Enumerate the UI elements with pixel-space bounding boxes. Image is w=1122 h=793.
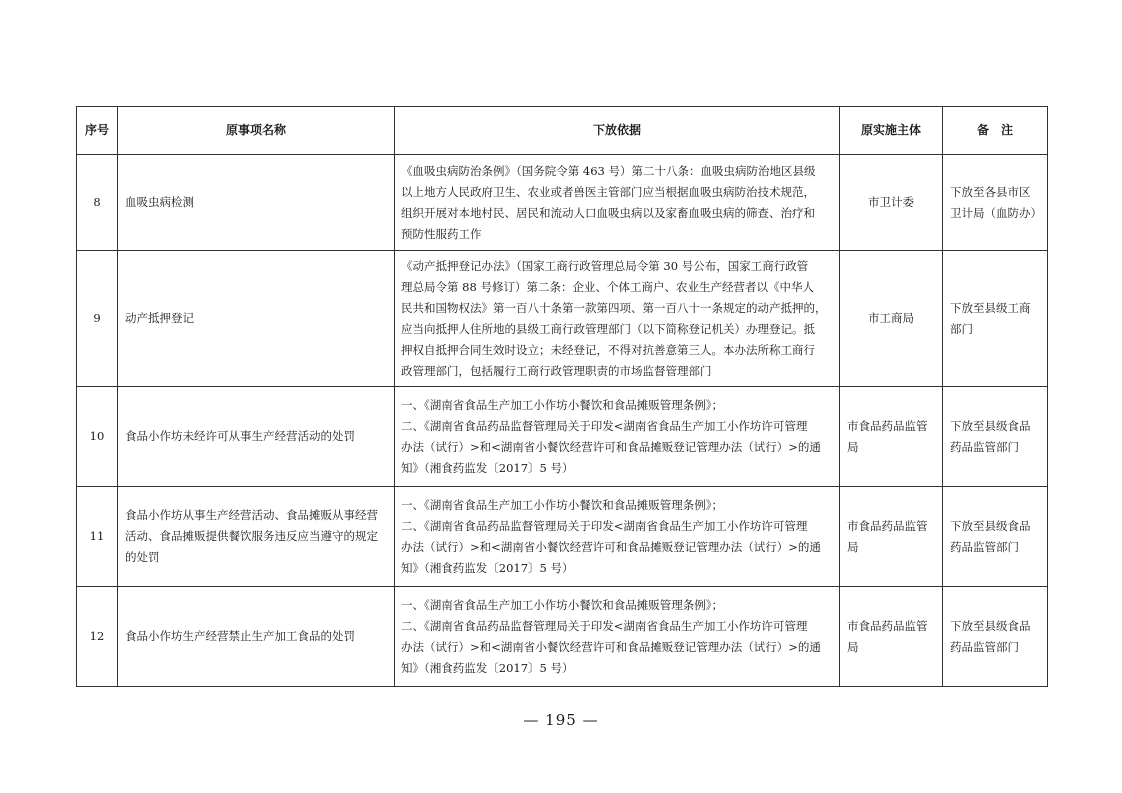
row-basis xyxy=(395,487,840,587)
row-name: 动产抵押登记 xyxy=(118,251,395,387)
basis-line: 应当向抵押人住所地的县级工商行政管理部门（以下简称登记机关）办理登记。抵 xyxy=(401,321,815,336)
row-no: 8 xyxy=(77,155,118,251)
basis-line: 理总局令第 88 号修订）第二条：企业、个体工商户、农业生产经营者以《中华人 xyxy=(401,279,814,294)
header-name: 原事项名称 xyxy=(118,107,395,155)
row-note: 下放至各县市区卫计局（血防办） xyxy=(943,155,1048,251)
row-org: 市卫计委 xyxy=(840,155,943,251)
basis-line: 民共和国物权法》第一百八十条第一款第四项、第一百八十一条规定的动产抵押的， xyxy=(401,300,827,315)
row-org: 市食品药品监管局 xyxy=(840,387,943,487)
row-org: 市食品药品监管局 xyxy=(840,487,943,587)
basis-line: 办法（试行）>和<湖南省小餐饮经营许可和食品摊贩登记管理办法（试行）>的通 xyxy=(401,439,821,454)
basis-line: 《血吸虫病防治条例》（国务院令第 463 号）第二十八条：血吸虫病防治地区县级 xyxy=(401,163,816,178)
header-note: 备 注 xyxy=(943,107,1048,155)
basis-line: 以上地方人民政府卫生、农业或者兽医主管部门应当根据血吸虫病防治技术规范， xyxy=(401,184,815,199)
basis-line: 办法（试行）>和<湖南省小餐饮经营许可和食品摊贩登记管理办法（试行）>的通 xyxy=(401,539,821,554)
basis-line: 二、《湖南省食品药品监督管理局关于印发<湖南省食品生产加工小作坊许可管理 xyxy=(401,418,808,433)
header-basis: 下放依据 xyxy=(395,107,840,155)
basis-line: 知》（湘食药监发〔2017〕5 号） xyxy=(401,660,574,675)
row-name: 食品小作坊未经许可从事生产经营活动的处罚 xyxy=(118,387,395,487)
basis-line: 政管理部门，包括履行工商行政管理职责的市场监督管理部门 xyxy=(401,363,712,378)
table-row xyxy=(77,155,1048,251)
row-note: 下放至县级食品药品监管部门 xyxy=(943,387,1048,487)
basis-line: 一、《湖南省食品生产加工小作坊小餐饮和食品摊贩管理条例》； xyxy=(401,597,723,612)
delegation-table xyxy=(76,106,1048,687)
basis-line: 知》（湘食药监发〔2017〕5 号） xyxy=(401,460,574,475)
table-header-row xyxy=(77,107,1048,155)
basis-line: 办法（试行）>和<湖南省小餐饮经营许可和食品摊贩登记管理办法（试行）>的通 xyxy=(401,639,821,654)
row-no: 11 xyxy=(77,487,118,587)
table-row xyxy=(77,251,1048,387)
basis-line: 知》（湘食药监发〔2017〕5 号） xyxy=(401,560,574,575)
header-no: 序号 xyxy=(77,107,118,155)
row-basis xyxy=(395,387,840,487)
basis-line: 组织开展对本地村民、居民和流动人口血吸虫病以及家畜血吸虫病的筛查、治疗和 xyxy=(401,205,815,220)
row-no: 12 xyxy=(77,587,118,687)
table-row xyxy=(77,587,1048,687)
row-note: 下放至县级食品药品监管部门 xyxy=(943,487,1048,587)
row-org: 市食品药品监管局 xyxy=(840,587,943,687)
basis-line: 二、《湖南省食品药品监督管理局关于印发<湖南省食品生产加工小作坊许可管理 xyxy=(401,518,808,533)
row-no: 10 xyxy=(77,387,118,487)
basis-line: 押权自抵押合同生效时设立；未经登记，不得对抗善意第三人。本办法所称工商行 xyxy=(401,342,815,357)
table-row xyxy=(77,487,1048,587)
row-name: 食品小作坊生产经营禁止生产加工食品的处罚 xyxy=(118,587,395,687)
row-name: 食品小作坊从事生产经营活动、食品摊贩从事经营活动、食品摊贩提供餐饮服务违反应当遵守的规定的处罚 xyxy=(118,487,395,587)
basis-line: 预防性服药工作 xyxy=(401,226,482,241)
row-note: 下放至县级食品药品监管部门 xyxy=(943,587,1048,687)
page-number: — 195 — xyxy=(523,711,599,729)
row-org: 市工商局 xyxy=(840,251,943,387)
row-note: 下放至县级工商部门 xyxy=(943,251,1048,387)
row-basis xyxy=(395,155,840,251)
basis-line: 一、《湖南省食品生产加工小作坊小餐饮和食品摊贩管理条例》； xyxy=(401,497,723,512)
table-row xyxy=(77,387,1048,487)
basis-line: 一、《湖南省食品生产加工小作坊小餐饮和食品摊贩管理条例》； xyxy=(401,397,723,412)
row-basis xyxy=(395,251,840,387)
row-name: 血吸虫病检测 xyxy=(118,155,395,251)
row-no: 9 xyxy=(77,251,118,387)
header-org: 原实施主体 xyxy=(840,107,943,155)
basis-line: 《动产抵押登记办法》（国家工商行政管理总局令第 30 号公布，国家工商行政管 xyxy=(401,258,809,273)
basis-line: 二、《湖南省食品药品监督管理局关于印发<湖南省食品生产加工小作坊许可管理 xyxy=(401,618,808,633)
row-basis xyxy=(395,587,840,687)
